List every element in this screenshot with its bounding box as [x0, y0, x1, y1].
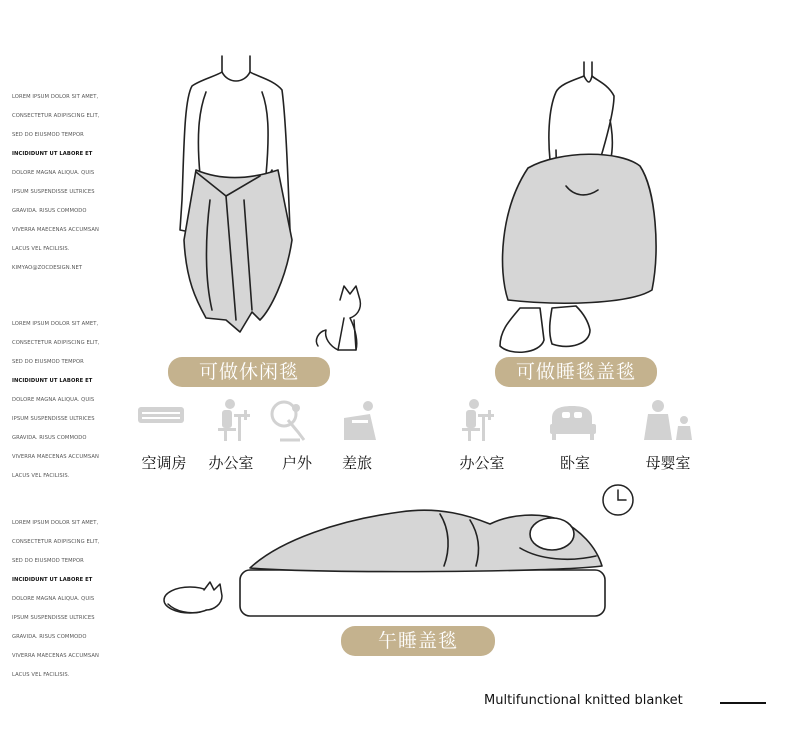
- lorem-line: CONSECTETUR ADIPISCING ELIT,: [12, 340, 100, 346]
- label-nursery: 母婴室: [645, 454, 691, 472]
- lorem-line: INCIDIDUNT UT LABORE ET: [12, 151, 93, 157]
- lorem-line: VIVERRA MAECENAS ACCUMSAN: [12, 454, 99, 460]
- lorem-line: GRAVIDA. RISUS COMMODO: [12, 634, 87, 640]
- lorem-line: LACUS VEL FACILISIS.: [12, 473, 70, 479]
- lorem-line: CONSECTETUR ADIPISCING ELIT,: [12, 539, 100, 545]
- pill-knee-blanket: 可做睡毯盖毯: [495, 357, 657, 387]
- standing-woman-illustration: [180, 56, 292, 332]
- cat-lying-illustration: [164, 582, 222, 613]
- office-desk-icon: [462, 399, 494, 441]
- seated-woman-illustration: [500, 62, 656, 352]
- pill-casual-blanket: 可做休闲毯: [168, 357, 330, 387]
- mother-child-icon: [644, 400, 692, 440]
- lorem-line: LACUS VEL FACILISIS.: [12, 672, 70, 678]
- lorem-line: INCIDIDUNT UT LABORE ET: [12, 577, 93, 583]
- cat-sitting-illustration: [316, 286, 360, 350]
- clock-icon: [603, 485, 633, 515]
- lorem-line: SED DO EIUSMOD TEMPOR: [12, 132, 84, 138]
- pill-nap-blanket: 午睡盖毯: [341, 626, 495, 656]
- label-bedroom: 卧室: [559, 454, 590, 472]
- lorem-line: DOLORE MAGNA ALIQUA. QUIS: [12, 170, 95, 176]
- lorem-line: VIVERRA MAECENAS ACCUMSAN: [12, 653, 99, 659]
- lorem-line: GRAVIDA. RISUS COMMODO: [12, 208, 87, 214]
- lorem-line: LOREM IPSUM DOLOR SIT AMET,: [12, 520, 99, 526]
- lorem-line: LACUS VEL FACILISIS.: [12, 246, 70, 252]
- lorem-line: IPSUM SUSPENDISSE ULTRICES: [12, 615, 95, 621]
- travel-reading-icon: [344, 401, 376, 440]
- lorem-line: IPSUM SUSPENDISSE ULTRICES: [12, 416, 95, 422]
- lorem-line: SED DO EIUSMOD TEMPOR: [12, 558, 84, 564]
- label-aircon-room: 空调房: [141, 454, 187, 472]
- label-outdoor: 户外: [281, 454, 312, 472]
- lorem-line: VIVERRA MAECENAS ACCUMSAN: [12, 227, 99, 233]
- office-worker-icon: [218, 399, 250, 441]
- lorem-line: GRAVIDA. RISUS COMMODO: [12, 435, 87, 441]
- label-office-right: 办公室: [459, 454, 505, 472]
- lorem-line: DOLORE MAGNA ALIQUA. QUIS: [12, 596, 95, 602]
- label-travel: 差旅: [341, 454, 372, 472]
- lorem-line: DOLORE MAGNA ALIQUA. QUIS: [12, 397, 95, 403]
- lorem-email: KIMYAO@ZOCDESIGN.NET: [12, 265, 83, 271]
- sleeping-person-illustration: [240, 510, 605, 616]
- lorem-line: INCIDIDUNT UT LABORE ET: [12, 378, 93, 384]
- lorem-line: IPSUM SUSPENDISSE ULTRICES: [12, 189, 95, 195]
- bed-icon: [550, 406, 596, 440]
- lorem-line: CONSECTETUR ADIPISCING ELIT,: [12, 113, 100, 119]
- lorem-line: LOREM IPSUM DOLOR SIT AMET,: [12, 321, 99, 327]
- label-office-left: 办公室: [208, 454, 254, 472]
- lorem-line: SED DO EIUSMOD TEMPOR: [12, 359, 84, 365]
- outdoor-cyclist-icon: [272, 402, 304, 440]
- air-conditioner-icon: [138, 407, 184, 423]
- footer-caption: Multifunctional knitted blanket: [484, 693, 683, 708]
- lorem-line: LOREM IPSUM DOLOR SIT AMET,: [12, 94, 99, 100]
- footer-rule: [720, 702, 766, 704]
